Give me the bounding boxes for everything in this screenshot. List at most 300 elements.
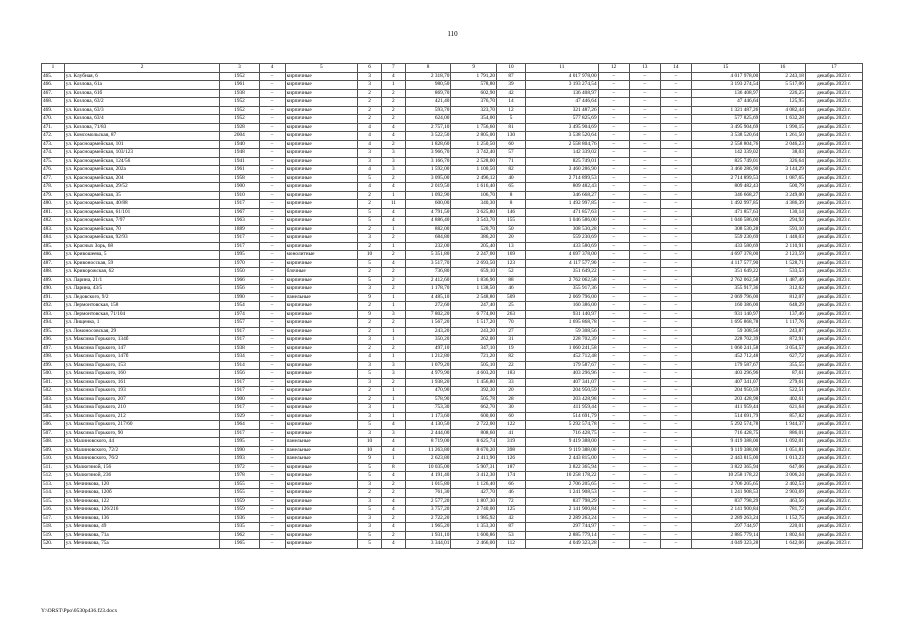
table-cell: 3 460 286,90	[691, 166, 759, 175]
table-cell: 3 517,70	[405, 259, 451, 268]
table-cell: –	[598, 268, 629, 277]
table-cell: 5 351,80	[405, 251, 451, 260]
table-cell: –	[629, 81, 660, 90]
table-cell: 2	[358, 106, 382, 115]
table-cell: декабрь 2023 г.	[805, 81, 862, 90]
table-cell: 488.	[42, 268, 65, 277]
table-cell: ул. Комсомольская, 87	[64, 132, 219, 141]
table-cell: 3 166,70	[405, 157, 451, 166]
table-row	[42, 540, 863, 549]
table-cell: ул. Красноармейская, 70	[64, 225, 219, 234]
table-cell: –	[598, 276, 629, 285]
table-row	[42, 242, 863, 251]
table-cell: 4 979,90	[405, 370, 451, 379]
table-cell: 20	[497, 234, 526, 243]
table-cell: –	[660, 378, 691, 387]
table-cell: декабрь 2023 г.	[805, 174, 862, 183]
table-cell: 376,70	[451, 98, 497, 107]
table-cell: –	[259, 404, 285, 413]
table-cell: –	[598, 353, 629, 362]
table-cell: декабрь 2023 г.	[805, 446, 862, 455]
table-cell: –	[629, 302, 660, 311]
table-cell: –	[629, 123, 660, 132]
table-cell: –	[259, 463, 285, 472]
table-cell: 513.	[42, 480, 65, 489]
table-cell: 2	[358, 327, 382, 336]
table-cell: 761,30	[405, 489, 451, 498]
table-cell: 1917	[220, 336, 259, 345]
table-cell: 1938	[220, 89, 259, 98]
table-row	[42, 234, 863, 243]
table-cell: 179 587,67	[526, 361, 599, 370]
table-cell: блочные	[285, 268, 358, 277]
table-cell: ул. Максима Горького, 212	[64, 412, 219, 421]
table-cell: 5	[358, 259, 382, 268]
table-cell: 3	[381, 370, 405, 379]
table-cell: 470.	[42, 115, 65, 124]
table-cell: кирпичные	[285, 72, 358, 81]
table-cell: 1 695 868,78	[526, 319, 599, 328]
column-number: 17	[805, 64, 862, 73]
table-cell: 1	[381, 242, 405, 251]
table-cell: 1 015,80	[405, 480, 451, 489]
table-cell: –	[598, 540, 629, 549]
table-cell: 146	[497, 208, 526, 217]
table-cell: 1 241 908,53	[691, 489, 759, 498]
table-cell: декабрь 2023 г.	[805, 302, 862, 311]
table-cell: ул. Максима Горького, 134б	[64, 336, 219, 345]
table-cell: 508.	[42, 438, 65, 447]
table-cell: 28	[497, 395, 526, 404]
table-cell: 411 959,44	[526, 404, 599, 413]
table-cell: –	[629, 166, 660, 175]
table-cell: –	[660, 115, 691, 124]
table-cell: 407 341,07	[526, 378, 599, 387]
table-cell: 47 446,64	[691, 98, 759, 107]
table-cell: –	[259, 89, 285, 98]
table-cell: 355,55	[760, 361, 806, 370]
table-cell: ул. Козлова, 63/2	[64, 98, 219, 107]
table-cell: 1 807,30	[451, 497, 497, 506]
table-cell: 1978	[220, 472, 259, 481]
table-cell: –	[660, 259, 691, 268]
table-cell: ул. Красных Зорь, 68	[64, 242, 219, 251]
table-cell: кирпичные	[285, 259, 358, 268]
table-cell: 433 580,69	[691, 242, 759, 251]
table-cell: 3 344,01	[405, 540, 451, 549]
table-cell: –	[598, 72, 629, 81]
table-row	[42, 166, 863, 175]
table-cell: декабрь 2023 г.	[805, 166, 862, 175]
table-cell: ул. Красноармейская, 124/56	[64, 157, 219, 166]
table-cell: 3 966,70	[405, 149, 451, 158]
table-cell: –	[598, 387, 629, 396]
table-cell: –	[598, 285, 629, 294]
table-cell: 106,70	[451, 191, 497, 200]
table-cell: кирпичные	[285, 174, 358, 183]
table-cell: –	[660, 429, 691, 438]
table-cell: 1959	[220, 497, 259, 506]
table-cell: 12	[497, 106, 526, 115]
table-cell: 480.	[42, 200, 65, 209]
table-cell: 39	[497, 81, 526, 90]
table-cell: ул. Красноармейская, 35	[64, 191, 219, 200]
table-cell: 122	[497, 421, 526, 430]
table-cell: 4	[381, 497, 405, 506]
table-cell: 5	[497, 115, 526, 124]
table-cell: 5	[358, 506, 382, 515]
table-cell: декабрь 2023 г.	[805, 208, 862, 217]
table-cell: –	[629, 268, 660, 277]
column-number: 6	[358, 64, 382, 73]
table-cell: 577 825,69	[691, 115, 759, 124]
table-row	[42, 174, 863, 183]
table-cell: 1 060 241,58	[526, 344, 599, 353]
table-cell: 2 714 899,53	[526, 174, 599, 183]
table-cell: –	[660, 480, 691, 489]
table-cell: 319	[497, 438, 526, 447]
table-cell: –	[598, 251, 629, 260]
table-cell: 354,00	[451, 115, 497, 124]
table-cell: 421,40	[405, 98, 451, 107]
table-cell: 3 095,00	[405, 174, 451, 183]
table-cell: 2 885 779,14	[526, 531, 599, 540]
table-cell: 736,80	[405, 268, 451, 277]
table-cell: 500.	[42, 370, 65, 379]
table-cell: ул. Максима Горького, 147б	[64, 353, 219, 362]
table-cell: 493.	[42, 310, 65, 319]
table-cell: 2	[381, 174, 405, 183]
table-cell: 716 428,75	[526, 429, 599, 438]
table-cell: –	[660, 523, 691, 532]
table-cell: 662,70	[451, 404, 497, 413]
table-cell: ул. Максима Горького, 210	[64, 404, 219, 413]
table-cell: 10 035,00	[405, 463, 451, 472]
table-row	[42, 217, 863, 226]
table-cell: 512.	[42, 472, 65, 481]
table-cell: –	[629, 106, 660, 115]
table-cell: 2	[358, 200, 382, 209]
table-cell: 160 386,00	[526, 302, 599, 311]
table-cell: 5	[358, 531, 382, 540]
table-cell: декабрь 2023 г.	[805, 404, 862, 413]
table-cell: декабрь 2023 г.	[805, 225, 862, 234]
table-cell: –	[259, 149, 285, 158]
column-number: 15	[691, 64, 759, 73]
table-row	[42, 480, 863, 489]
table-cell: –	[629, 404, 660, 413]
table-cell: 340,30	[451, 200, 497, 209]
table-cell: 1 616,40	[451, 183, 497, 192]
table-cell: 602,90	[451, 89, 497, 98]
table-row	[42, 149, 863, 158]
table-row	[42, 327, 863, 336]
table-cell: 53	[497, 531, 526, 540]
table-cell: 243,20	[405, 327, 451, 336]
table-cell: –	[660, 268, 691, 277]
table-cell: 10 258 178,22	[526, 472, 599, 481]
table-cell: 5	[358, 463, 382, 472]
table-cell: ул. Мечникова, 136	[64, 514, 219, 523]
table-cell: 2	[358, 98, 382, 107]
table-cell: 4 117 577,90	[691, 259, 759, 268]
table-cell: декабрь 2023 г.	[805, 251, 862, 260]
table-cell: –	[629, 370, 660, 379]
table-cell: 2	[381, 344, 405, 353]
column-number: 8	[405, 64, 451, 73]
table-cell: 4	[358, 183, 382, 192]
table-cell: ул. Максима Горького, 153	[64, 361, 219, 370]
table-cell: 3	[358, 361, 382, 370]
table-cell: 3 538 520,64	[526, 132, 599, 141]
table-cell: 9 419 388,00	[526, 438, 599, 447]
table-cell: 3 412,30	[451, 472, 497, 481]
column-number: 16	[760, 64, 806, 73]
table-cell: 82	[497, 353, 526, 362]
table-cell: 294,92	[760, 217, 806, 226]
column-number: 13	[629, 64, 660, 73]
table-cell: монолитные	[285, 251, 358, 260]
table-cell: –	[629, 472, 660, 481]
table-cell: 621,64	[760, 404, 806, 413]
table-cell: декабрь 2023 г.	[805, 531, 862, 540]
table-cell: –	[598, 463, 629, 472]
table-cell: 1917	[220, 242, 259, 251]
table-cell: 8 670,20	[451, 446, 497, 455]
table-cell: 2 141 900,84	[526, 506, 599, 515]
table-cell: 59 308,56	[691, 327, 759, 336]
table-cell: 142 339,02	[691, 149, 759, 158]
table-cell: –	[660, 89, 691, 98]
table-cell: –	[660, 336, 691, 345]
table-cell: 2 722,20	[405, 514, 451, 523]
table-cell: 520,70	[451, 225, 497, 234]
table-cell: 1 448,03	[760, 234, 806, 243]
table-cell: декабрь 2023 г.	[805, 489, 862, 498]
table-cell: –	[259, 514, 285, 523]
table-row	[42, 293, 863, 302]
table-cell: 204 950,59	[691, 387, 759, 396]
table-cell: 1917	[220, 234, 259, 243]
table-cell: –	[629, 174, 660, 183]
table-cell: –	[629, 276, 660, 285]
table-cell: 4	[358, 353, 382, 362]
table-cell: 3	[381, 361, 405, 370]
table-cell: 4 386,39	[760, 200, 806, 209]
table-cell: 87,61	[760, 370, 806, 379]
table-cell: декабрь 2023 г.	[805, 276, 862, 285]
table-cell: 3 193 274,54	[526, 81, 599, 90]
table-row	[42, 387, 863, 396]
table-cell: –	[660, 540, 691, 549]
table-cell: 2 558 804,76	[526, 140, 599, 149]
table-cell: 2	[358, 191, 382, 200]
table-row	[42, 472, 863, 481]
table-cell: –	[598, 395, 629, 404]
table-cell: 1934	[220, 353, 259, 362]
table-cell: –	[259, 438, 285, 447]
table-cell: 1 965,20	[405, 523, 451, 532]
table-cell: 9 119 388,00	[526, 446, 599, 455]
table-cell: 326,64	[760, 157, 806, 166]
table-cell: 1 087,65	[760, 174, 806, 183]
table-row	[42, 497, 863, 506]
table-cell: 2	[381, 106, 405, 115]
table-cell: 809 482,43	[526, 183, 599, 192]
table-cell: 837 798,29	[691, 497, 759, 506]
table-cell: –	[598, 225, 629, 234]
table-cell: 87	[497, 72, 526, 81]
table-cell: 11	[381, 200, 405, 209]
table-cell: 20	[497, 387, 526, 396]
table-cell: кирпичные	[285, 387, 358, 396]
table-cell: 3	[381, 429, 405, 438]
table-cell: ул. Мечникова, 49	[64, 523, 219, 532]
table-cell: 346 668,27	[691, 191, 759, 200]
table-cell: 452 712,48	[691, 353, 759, 362]
table-cell: 472.	[42, 132, 65, 141]
table-cell: декабрь 2023 г.	[805, 106, 862, 115]
table-cell: 22	[497, 361, 526, 370]
table-cell: ул. Ломоносовская, 29	[64, 327, 219, 336]
table-cell: 1 173,60	[405, 412, 451, 421]
table-cell: панельные	[285, 446, 358, 455]
table-cell: 2	[381, 98, 405, 107]
table-cell: ул. Криворожская, 62	[64, 268, 219, 277]
table-cell: –	[598, 480, 629, 489]
table-cell: кирпичные	[285, 115, 358, 124]
table-cell: –	[259, 285, 285, 294]
table-cell: 351 649,22	[526, 268, 599, 277]
table-cell: 243,20	[451, 327, 497, 336]
table-cell: –	[598, 191, 629, 200]
table-cell: 1900	[220, 183, 259, 192]
table-cell: 1 487,46	[760, 276, 806, 285]
table-cell: кирпичные	[285, 540, 358, 549]
table-cell: декабрь 2023 г.	[805, 319, 862, 328]
table-cell: 297 744,97	[691, 523, 759, 532]
table-cell: –	[660, 421, 691, 430]
table-cell: декабрь 2023 г.	[805, 506, 862, 515]
table-cell: 2	[381, 251, 405, 260]
table-cell: 516.	[42, 506, 65, 515]
table-cell: панельные	[285, 455, 358, 464]
table-cell: 1 567,20	[405, 319, 451, 328]
table-cell: 3	[358, 72, 382, 81]
table-cell: –	[598, 404, 629, 413]
table-cell: панельные	[285, 293, 358, 302]
table-cell: кирпичные	[285, 506, 358, 515]
table-cell: 3 538 520,64	[691, 132, 759, 141]
table-cell: декабрь 2023 г.	[805, 285, 862, 294]
table-cell: 4	[381, 446, 405, 455]
table-cell: 65	[497, 183, 526, 192]
table-cell: кирпичные	[285, 157, 358, 166]
table-cell: –	[259, 234, 285, 243]
table-cell: 463,56	[760, 497, 806, 506]
table-cell: –	[259, 412, 285, 421]
table-cell: 355 917,36	[691, 285, 759, 294]
table-cell: 2 805,00	[451, 132, 497, 141]
table-cell: 4	[358, 140, 382, 149]
table-cell: 4	[381, 72, 405, 81]
table-cell: 1956	[220, 370, 259, 379]
table-cell: 4 049 323,28	[691, 540, 759, 549]
table-cell: –	[660, 514, 691, 523]
table-row	[42, 361, 863, 370]
table-cell: 1 079,20	[405, 361, 451, 370]
table-cell: 497,10	[405, 344, 451, 353]
table-cell: 232,00	[405, 242, 451, 251]
table-cell: кирпичные	[285, 336, 358, 345]
table-cell: 485.	[42, 242, 65, 251]
table-cell: –	[629, 251, 660, 260]
table-cell: кирпичные	[285, 225, 358, 234]
table-cell: кирпичные	[285, 378, 358, 387]
table-cell: 10 258 178,22	[691, 472, 759, 481]
table-cell: –	[598, 429, 629, 438]
table-cell: –	[259, 378, 285, 387]
table-cell: 577 825,69	[526, 115, 599, 124]
table-cell: декабрь 2023 г.	[805, 438, 862, 447]
table-cell: –	[259, 208, 285, 217]
table-cell: 1952	[220, 106, 259, 115]
table-cell: 470,90	[405, 387, 451, 396]
table-cell: –	[629, 438, 660, 447]
table-cell: 10	[358, 446, 382, 455]
table-cell: 781,72	[760, 506, 806, 515]
table-cell: декабрь 2023 г.	[805, 429, 862, 438]
table-cell: –	[629, 353, 660, 362]
table-cell: 1963	[220, 217, 259, 226]
table-cell: 931 140,97	[526, 310, 599, 319]
table-cell: 14	[497, 98, 526, 107]
table-cell: 1 931,10	[405, 531, 451, 540]
table-cell: –	[629, 72, 660, 81]
table-cell: 624,00	[405, 115, 451, 124]
table-cell: декабрь 2023 г.	[805, 72, 862, 81]
table-cell: 7 802,20	[405, 310, 451, 319]
table-cell: кирпичные	[285, 140, 358, 149]
table-cell: 520.	[42, 540, 65, 549]
table-cell: –	[660, 183, 691, 192]
table-cell: декабрь 2023 г.	[805, 336, 862, 345]
table-cell: 9	[358, 310, 382, 319]
table-cell: 509.	[42, 446, 65, 455]
table-cell: 495.	[42, 327, 65, 336]
table-cell: ул. Красноармейская, 204	[64, 174, 219, 183]
table-cell: 228 702,39	[526, 336, 599, 345]
table-cell: –	[629, 140, 660, 149]
table-cell: 3	[358, 81, 382, 90]
table-cell: –	[629, 208, 660, 217]
table-cell: 1961	[220, 81, 259, 90]
table-cell: декабрь 2023 г.	[805, 353, 862, 362]
table-cell: ул. Мечникова, 120б	[64, 489, 219, 498]
table-cell: 1928	[220, 123, 259, 132]
table-cell: –	[660, 157, 691, 166]
table-cell: декабрь 2023 г.	[805, 259, 862, 268]
table-cell: 2 243,18	[760, 72, 806, 81]
table-cell: кирпичные	[285, 344, 358, 353]
table-cell: 3 054,57	[760, 344, 806, 353]
table-cell: –	[259, 327, 285, 336]
table-cell: 487.	[42, 259, 65, 268]
column-number: 2	[64, 64, 219, 73]
table-cell: ул. Козлова, 61а	[64, 81, 219, 90]
table-cell: 2	[358, 344, 382, 353]
table-cell: 2 528,00	[451, 157, 497, 166]
